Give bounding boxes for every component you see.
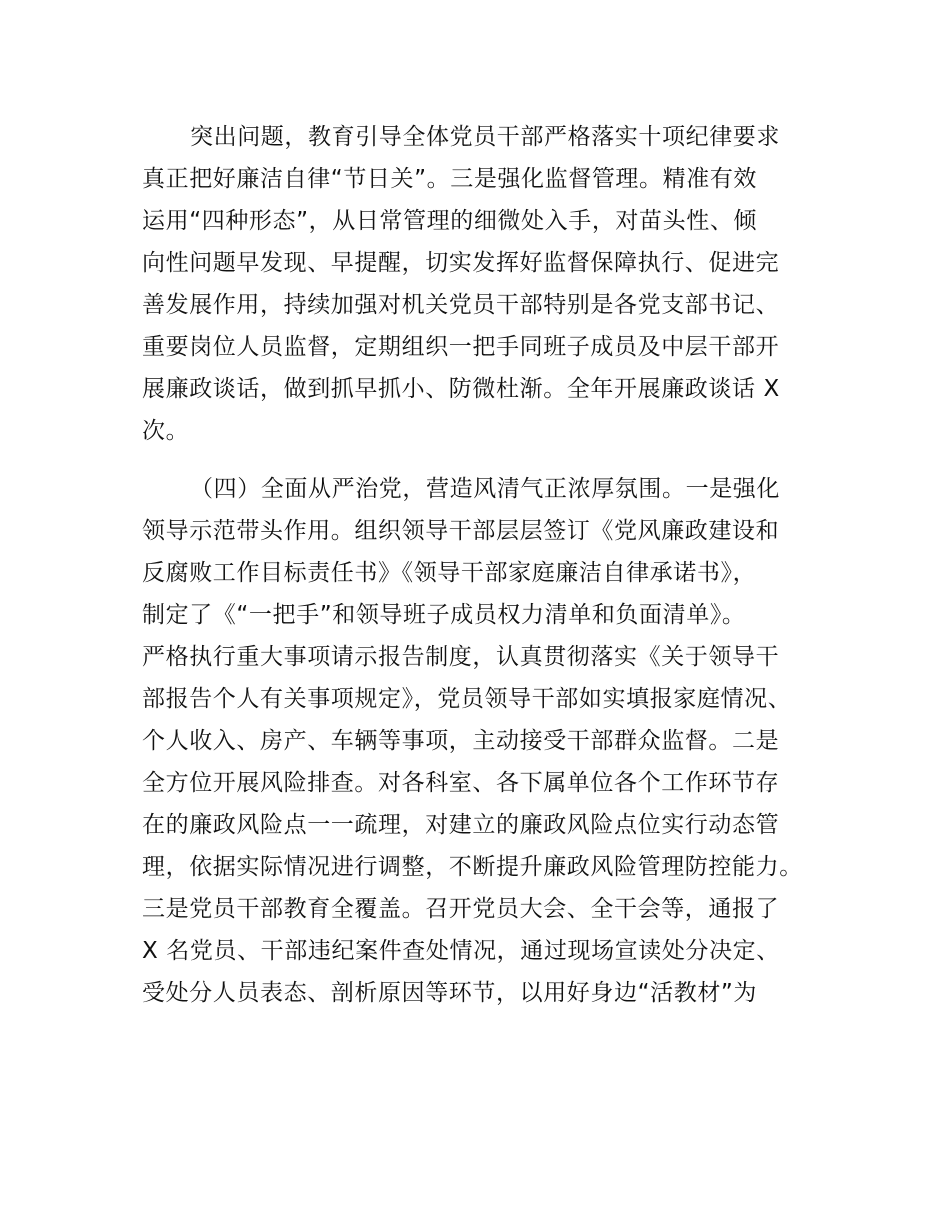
text-line: 善发展作用，持续加强对机关党员干部特别是各党支部书记、: [142, 292, 780, 318]
text-line: 次。: [142, 418, 190, 444]
text-line: 在的廉政风险点一一疏理，对建立的廉政风险点位实行动态管: [142, 812, 780, 838]
text-line: 受处分人员表态、剖析原因等环节，以用好身边“活教材”为: [142, 980, 758, 1006]
text-line: 严格执行重大事项请示报告制度，认真贯彻落实《关于领导干: [142, 644, 780, 670]
text-line: 理，依据实际情况进行调整，不断提升廉政风险管理防控能力。: [142, 854, 803, 880]
text-line: 展廉政谈话，做到抓早抓小、防微杜渐。全年开展廉政谈话 X: [142, 376, 780, 402]
text-line: 全方位开展风险排查。对各科室、各下属单位各个工作环节存: [142, 770, 780, 796]
text-line: 反腐败工作目标责任书》《领导干部家庭廉洁自律承诺书》，: [142, 560, 757, 586]
text-line: X 名党员、干部违纪案件查处情况，通过现场宣读处分决定、: [142, 938, 780, 964]
text-line: 真正把好廉洁自律“节日关”。三是强化监督管理。精准有效: [142, 166, 758, 192]
section-heading-line: （四）全面从严治党，营造风清气正浓厚氛围。一是强化: [190, 476, 780, 502]
text-line: 部报告个人有关事项规定》，党员领导干部如实填报家庭情况、: [142, 686, 792, 712]
text-line: 突出问题，教育引导全体党员干部严格落实十项纪律要求: [190, 124, 780, 150]
text-line: 向性问题早发现、早提醒，切实发挥好监督保障执行、促进完: [142, 250, 780, 276]
text-line: 重要岗位人员监督，定期组织一把手同班子成员及中层干部开: [142, 334, 780, 360]
text-line: 制定了《“一把手”和领导班子成员权力清单和负面清单》。: [142, 602, 746, 628]
text-line: 三是党员干部教育全覆盖。召开党员大会、全干会等，通报了: [142, 896, 780, 922]
text-line: 个人收入、房产、车辆等事项，主动接受干部群众监督。二是: [142, 728, 780, 754]
text-line: 运用“四种形态”，从日常管理的细微处入手，对苗头性、倾: [142, 208, 758, 234]
text-line: 领导示范带头作用。组织领导干部层层签订《党风廉政建设和: [142, 518, 780, 544]
